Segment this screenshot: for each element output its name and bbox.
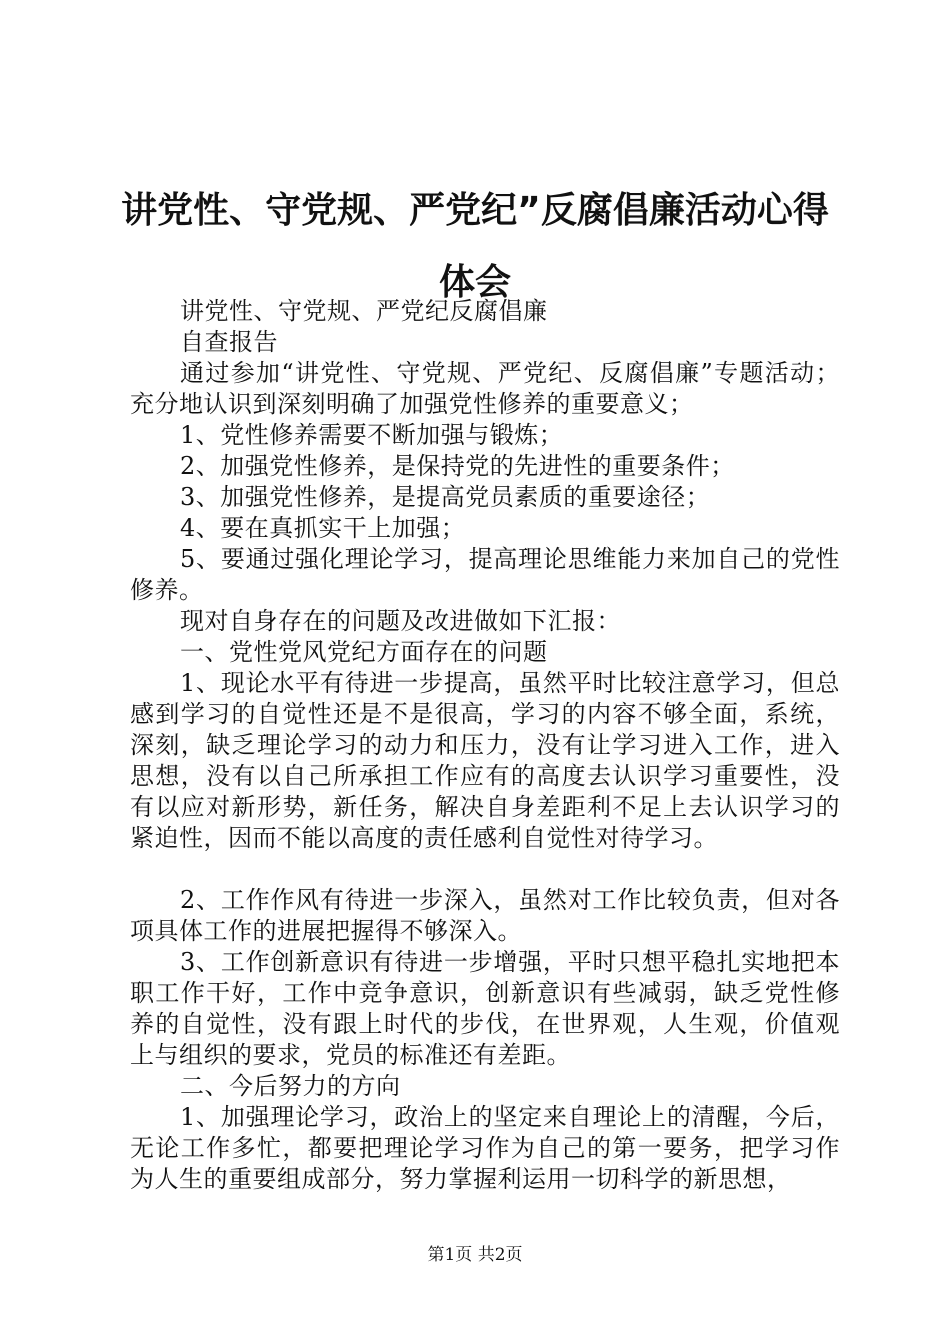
title-line-2: 体会 (438, 262, 511, 303)
document-body (130, 296, 840, 1195)
section-heading: 一、党性党风党纪方面存在的问题 (180, 638, 548, 666)
page-footer: 第1页 共2页 (427, 1245, 523, 1265)
paragraph: 1、现论水平有待进一步提高，虽然平时比较注意学习，但总感到学习的自觉性还是不是很高，学习的内容不够全面，系统，深刻，缺乏理论学习的动力和压力，没有让学习进入工作，进入思想，没有以自己所承担工作应有的高度去认识学习重要性，没有以应对新形势，新任务，解决自身差距利不足上去认识学习的紧迫性，因而不能以高度的责任感利自觉性对待学习。 (130, 669, 840, 852)
blank-line (130, 854, 840, 885)
paragraph: 5、要通过强化理论学习，提高理论思维能力来加自己的党性修养。 (130, 545, 840, 604)
paragraph: 现对自身存在的问题及改进做如下汇报： (180, 607, 621, 635)
paragraph: 讲党性、守党规、严党纪反腐倡廉 (180, 297, 548, 325)
paragraph: 自查报告 (180, 328, 278, 356)
paragraph: 1、党性修养需要不断加强与锻炼； (180, 421, 564, 449)
section-heading: 二、今后努力的方向 (180, 1072, 401, 1100)
paragraph: 2、工作作风有待进一步深入，虽然对工作比较负责，但对各项具体工作的进展把握得不够深入。 (130, 886, 840, 945)
paragraph: 3、加强党性修养，是提高党员素质的重要途径； (180, 483, 711, 511)
paragraph: 3、工作创新意识有待进一步增强，平时只想平稳扎实地把本职工作干好，工作中竞争意识，创新意识有些减弱，缺乏党性修养的自觉性，没有跟上时代的步伐，在世界观，人生观，价值观上与组织的要求，党员的标准还有差距。 (130, 948, 840, 1069)
title-line-1: 讲党性、守党规、严党纪”反腐倡廉活动心得 (121, 190, 829, 231)
paragraph: 通过参加“讲党性、守党规、严党纪、反腐倡廉”专题活动；充分地认识到深刻明确了加强党性修养的重要意义； (130, 359, 840, 418)
paragraph: 1、加强理论学习，政治上的坚定来自理论上的清醒，今后，无论工作多忙，都要把理论学习作为自己的第一要务，把学习作为人生的重要组成部分，努力掌握利运用一切科学的新思想， (130, 1103, 840, 1193)
paragraph: 2、加强党性修养，是保持党的先进性的重要条件； (180, 452, 735, 480)
paragraph: 4、要在真抓实干上加强； (180, 514, 466, 542)
